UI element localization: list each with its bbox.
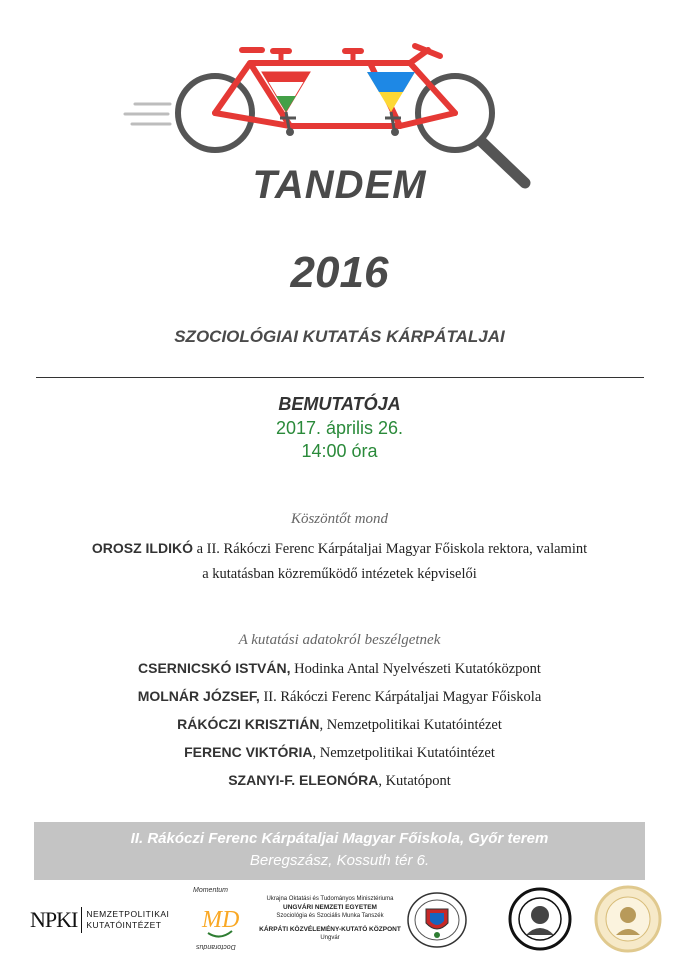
npki-line-2: KUTATÓINTÉZET [86, 920, 162, 930]
univ-line-3: Szociológia és Szociális Munka Tanszék [276, 913, 384, 919]
speaker-row [0, 744, 679, 762]
speed-lines-icon [125, 104, 170, 124]
year: 2016 [290, 248, 389, 297]
npki-line-1: NEMZETPOLITIKAI [86, 909, 170, 919]
sponsor-logos [20, 885, 670, 955]
speaker-name: SZANYI-F. ELEONÓRA [228, 772, 379, 788]
venue-address: Beregszász, Kossuth tér 6. [249, 852, 430, 869]
npki-name [86, 909, 169, 931]
speaker-name: CSERNICSKÓ ISTVÁN, [138, 660, 291, 676]
venue-name: II. Rákóczi Ferenc Kárpátaljai Magyar Főiskola, Győr terem [130, 830, 549, 847]
subtitle: SZOCIOLÓGIAI KUTATÁS KÁRPÁTALJAI [174, 327, 505, 346]
speaker-affiliation: , Nemzetpolitikai Kutatóintézet [312, 745, 495, 761]
portrait-seal-icon [508, 887, 572, 951]
speaker-affiliation: , Nemzetpolitikai Kutatóintézet [319, 717, 502, 733]
presentation-label: BEMUTATÓJA [278, 394, 401, 414]
seal-emblem-icon [406, 891, 468, 949]
momentum-top: Momentum [193, 887, 229, 894]
md-monogram-icon [198, 897, 242, 941]
speaker-row [0, 688, 679, 706]
greeting-line-1 [0, 540, 679, 558]
uzhhorod-university-logo [256, 895, 404, 943]
npki-logo [30, 905, 169, 935]
greeting-line-2: a kutatásban közreműködő intézetek képviselői [202, 566, 477, 582]
event-time: 14:00 óra [301, 441, 378, 461]
momentum-bottom: Doctorandus [196, 943, 236, 950]
speaker-row [0, 660, 679, 678]
univ-line-4-text: KÁRPÁTI KÖZVÉLEMÉNY-KUTATÓ KÖZPONT [259, 925, 401, 933]
greeting-heading: Köszöntőt mond [290, 511, 389, 527]
univ-line-5: Ungvár [320, 935, 340, 941]
univ-line-4 [256, 926, 404, 935]
greeting-name: OROSZ ILDIKÓ [91, 540, 193, 556]
npki-abbr: NPKI [30, 907, 78, 932]
event-date: 2017. április 26. [275, 418, 404, 438]
greeting-role: a II. Rákóczi Ferenc Kárpátaljai Magyar Főiskola rektora, valamint [192, 541, 588, 557]
speaker-name: RÁKÓCZI KRISZTIÁN [177, 716, 320, 732]
speaker-affiliation: , Kutatópont [378, 773, 451, 789]
speaker-name: MOLNÁR JÓZSEF, [137, 688, 260, 704]
golden-portrait-seal-icon [594, 885, 662, 953]
speaker-row [0, 772, 679, 790]
speaker-row [0, 716, 679, 734]
speaker-name: FERENC VIKTÓRIA [184, 744, 313, 760]
md-initials: MD [202, 907, 240, 933]
logo-title: TANDEM [252, 163, 427, 207]
univ-line-2 [256, 904, 404, 913]
divider [36, 377, 644, 378]
univ-line-2-text: UNGVÁRI NEMZETI EGYETEM [283, 903, 377, 911]
speaker-affiliation: II. Rákóczi Ferenc Kárpátaljai Magyar Főiskola [259, 689, 542, 705]
npki-divider [81, 907, 82, 933]
talks-heading: A kutatási adatokról beszélgetnek [238, 632, 441, 648]
momentum-doctorandus-logo [190, 887, 250, 953]
speaker-affiliation: Hodinka Antal Nyelvészeti Kutatóközpont [290, 661, 541, 677]
univ-line-1: Ukrajna Oktatási és Tudományos Minisztériuma [266, 896, 394, 902]
